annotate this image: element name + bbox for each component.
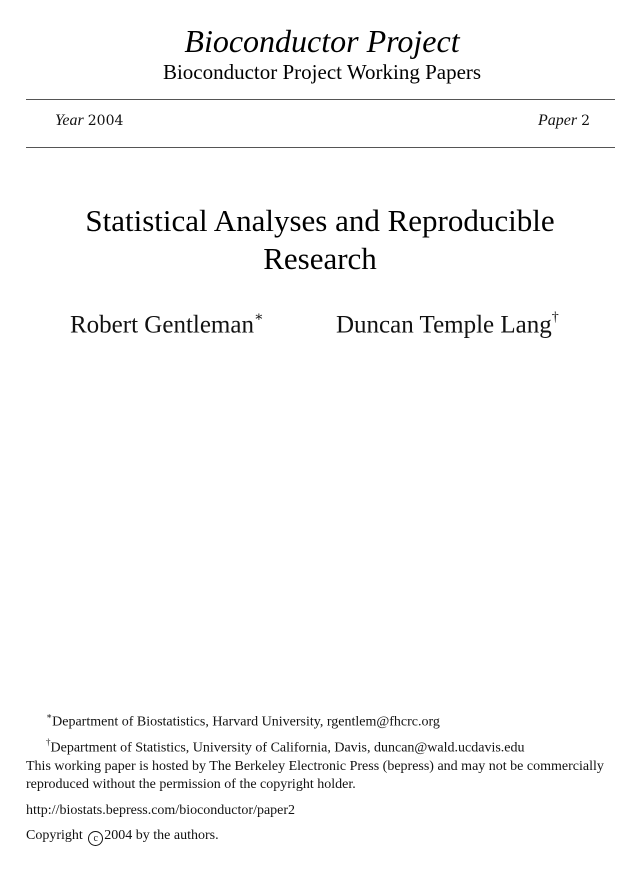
author-affiliation-mark: † xyxy=(551,310,559,325)
paper-label: Paper xyxy=(537,112,578,129)
author-affiliation-mark: ∗ xyxy=(253,310,264,325)
paper-url[interactable]: http://biostats.bepress.com/bioconductor/paper2 xyxy=(26,803,296,819)
paper-title: Statistical Analyses and Reproducible Research xyxy=(85,203,555,276)
copyright-prefix: Copyright xyxy=(26,828,83,844)
author-1 xyxy=(70,304,264,341)
author-name: Robert Gentleman xyxy=(70,311,254,339)
header-top-rule xyxy=(26,99,615,100)
copyright-suffix: 2004 by the authors. xyxy=(104,828,219,844)
year-info xyxy=(55,111,123,131)
author-name: Duncan Temple Lang xyxy=(336,311,552,339)
year-value: 2004 xyxy=(87,113,124,129)
hosting-notice: This working paper is hosted by The Berkeley Electronic Press (bepress) and may not be commercially reproduced without the permission of the copyright holder. xyxy=(26,759,604,793)
footnote-2 xyxy=(26,733,626,759)
footnote-mark: ∗ xyxy=(46,711,53,721)
paper-number-info xyxy=(538,111,590,131)
paper-meta-row xyxy=(55,111,590,133)
copyright-line xyxy=(26,827,626,846)
year-label: Year xyxy=(55,112,84,129)
paper-number: 2 xyxy=(581,113,590,129)
footnote-text: Department of Statistics, University of California, Davis, duncan@wald.ucdavis.edu xyxy=(50,740,525,756)
author-2 xyxy=(336,304,559,341)
author-list xyxy=(0,304,644,338)
header-bottom-rule xyxy=(26,147,615,148)
project-title: Bioconductor Project xyxy=(184,23,460,59)
footnotes xyxy=(26,707,626,846)
footnote-mark: † xyxy=(46,736,51,747)
footnote-1 xyxy=(26,707,626,733)
footnote-text: Department of Biostatistics, Harvard University, rgentlem@fhcrc.org xyxy=(52,714,440,730)
copyright-icon: c xyxy=(88,831,103,846)
series-title: Bioconductor Project Working Papers xyxy=(162,60,482,84)
